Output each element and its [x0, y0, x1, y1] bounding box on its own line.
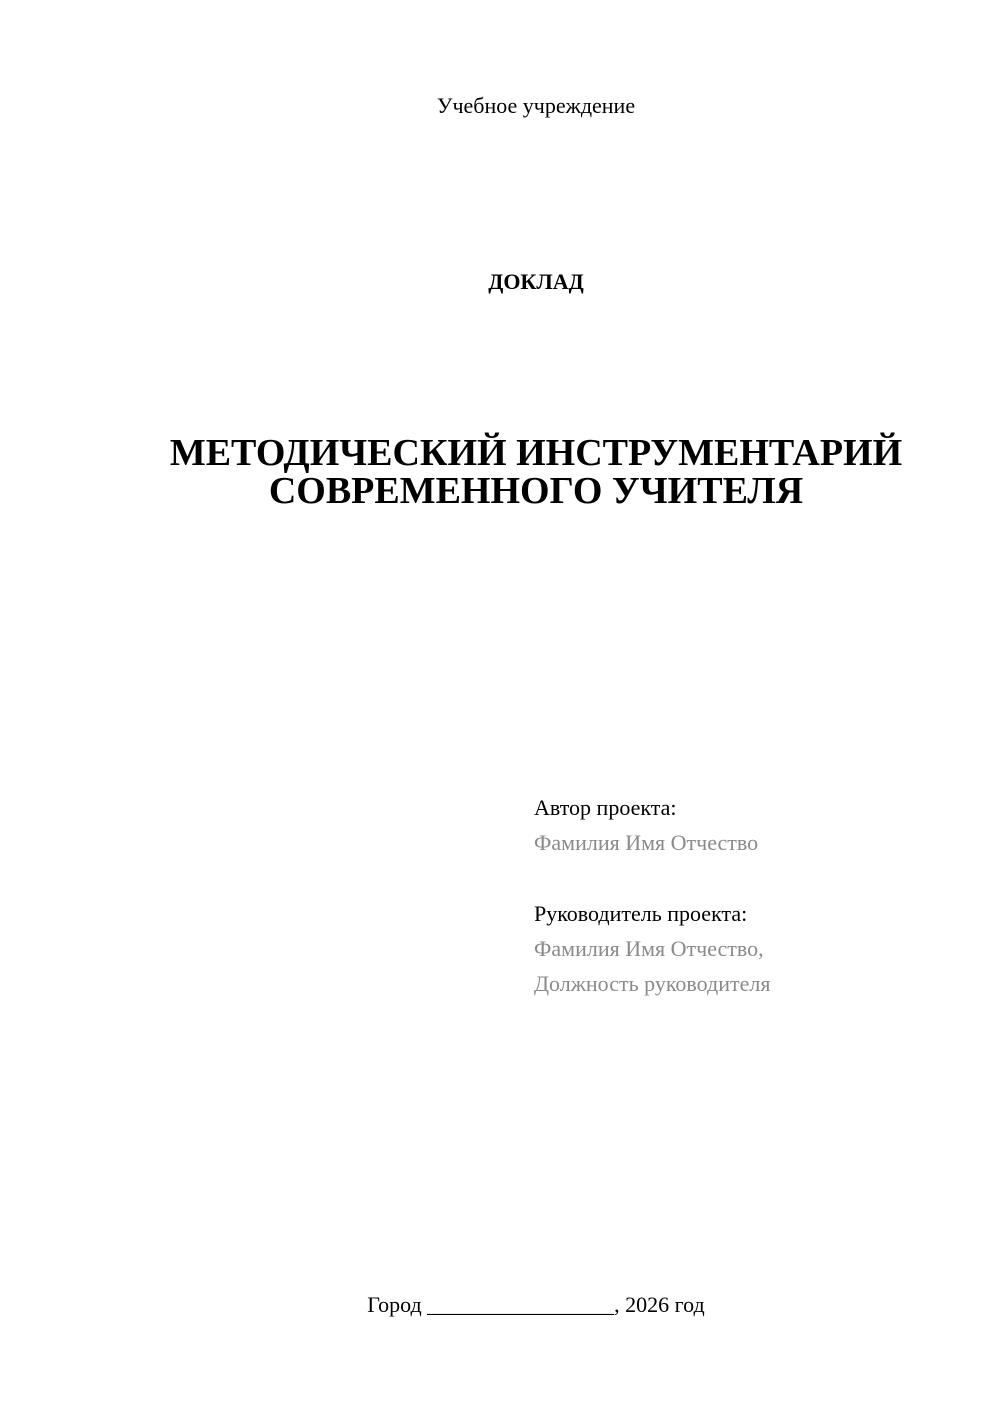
supervisor-name: Фамилия Имя Отчество,: [534, 936, 764, 961]
supervisor-position: Должность руководителя: [534, 971, 771, 996]
document-title: [0, 434, 1000, 510]
author-name: Фамилия Имя Отчество: [534, 830, 759, 855]
info-spacer: [534, 860, 974, 896]
project-info-block: [534, 790, 974, 1001]
document-type: ДОКЛАД: [488, 269, 584, 294]
city-year-line: Город _________________, 2026 год: [367, 1292, 705, 1317]
document-title-line-2: СОВРЕМЕННОГО УЧИТЕЛЯ: [268, 470, 804, 512]
author-label: Автор проекта:: [534, 795, 677, 820]
supervisor-label: Руководитель проекта:: [534, 901, 748, 926]
institution-name: Учебное учреждение: [436, 93, 636, 118]
document-title-line-1: МЕТОДИЧЕСКИЙ ИНСТРУМЕНТАРИЙ: [169, 432, 903, 474]
